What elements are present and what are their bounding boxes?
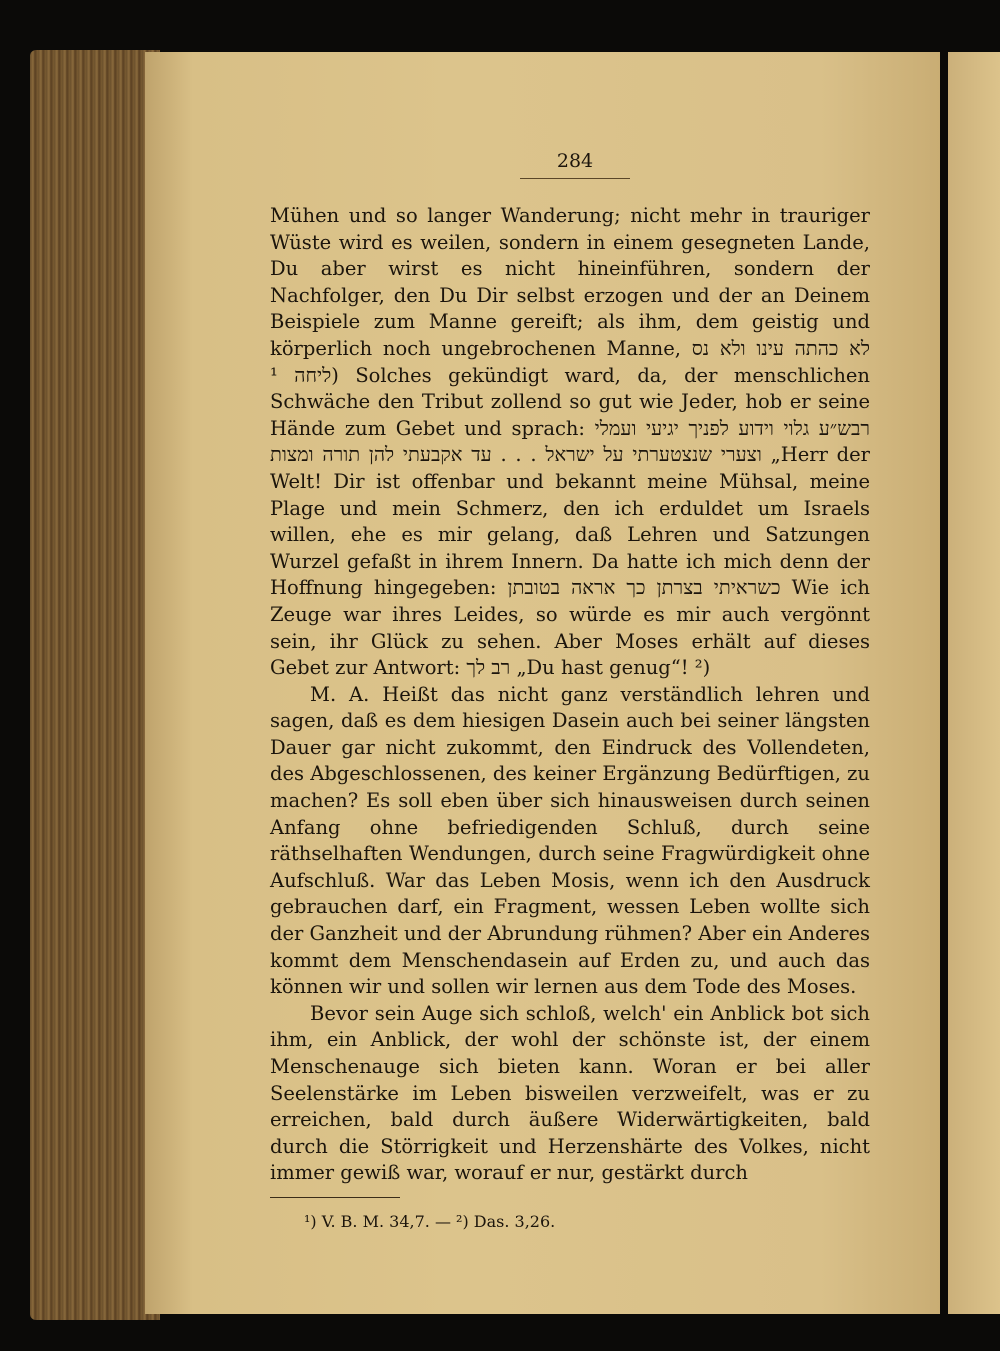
footnote: ¹) V. B. M. 34,7. — ²) Das. 3,26. [304,1211,556,1231]
adjacent-page [948,52,1000,1314]
paragraph-2: M. A. Heißt das nicht ganz verständlich lehren und sagen, daß es dem hiesigen Dasein auch bei seiner längsten Dauer gar nicht zukommt, den Eindruck des Vollendeten, des Abgeschlossenen, des keiner Ergänzung Bedürftigen, zu machen? Es soll eben über sich hinausweisen durch seinen Anfang ohne befriedigenden Schluß, durch seine räthselhaften Wendungen, durch seine Fragwürdigkeit ohne Aufschluß. War das Leben Mosis, wenn ich den Ausdruck gebrauchen darf, ein Fragment, wessen Leben wollte sich der Ganzheit und der Abrundung rühmen? Aber ein Anderes kommt dem Menschendasein auf Erden zu, und auch das können wir und sollen wir lernen aus dem Tode des Moses. [270,682,870,999]
book-page-edges [30,50,160,1320]
paragraph-1: Mühen und so langer Wanderung; nicht mehr in trauriger Wüste wird es weilen, sondern in einem gesegneten Lande, Du aber wirst es nicht hineinführen, sondern der Nachfolger, den Du Dir selbst erzogen und der an Deinem Beispiele zum Manne gereift; als ihm, dem geistig und körperlich noch ungebrochenen Manne, לא כהתה עינו ולא נס ליחה ¹) Solches gekündigt ward, da, der menschlichen Schwäche den Tribut zollend so gut wie Jeder, hob er seine Hände zum Gebet und sprach: רבש״ע גלוי וידוע לפניך יגיעי ועמלי וצערי שנצטערתי על ישראל . . . עד אקבעתי להן תורה ומצות „Herr der Welt! Dir ist offenbar und bekannt meine Mühsal, meine Plage und mein Schmerz, den ich erduldet um Israels willen, ehe es mir gelang, daß Lehren und Satzungen Wurzel gefaßt in ihrem Innern. Da hatte ich mich denn der Hoffnung hingegeben: כשראיתי בצרתן כך אראה בטובתן Wie ich Zeuge war ihres Leides, so würde es mir auch vergönnt sein, ihr Glück zu sehen. Aber Moses erhält auf dieses Gebet zur Antwort: רב לך „Du hast genug“! ²) [270,204,871,680]
page-number: 284 [520,150,630,179]
paragraph-3: Bevor sein Auge sich schloß, welch' ein Anblick bot sich ihm, ein Anblick, der wohl der schönste ist, der einem Menschenauge sich bieten kann. Woran er bei aller Seelenstärke im Leben bisweilen verzweifelt, was er zu erreichen, bald durch äußere Widerwärtigkeiten, bald durch die Störrigkeit und Herzenshärte des Volkes, nicht immer gewiß war, worauf er nur, gestärkt durch [270,1001,870,1185]
footnote-rule [270,1197,400,1198]
page-content [270,150,870,1231]
